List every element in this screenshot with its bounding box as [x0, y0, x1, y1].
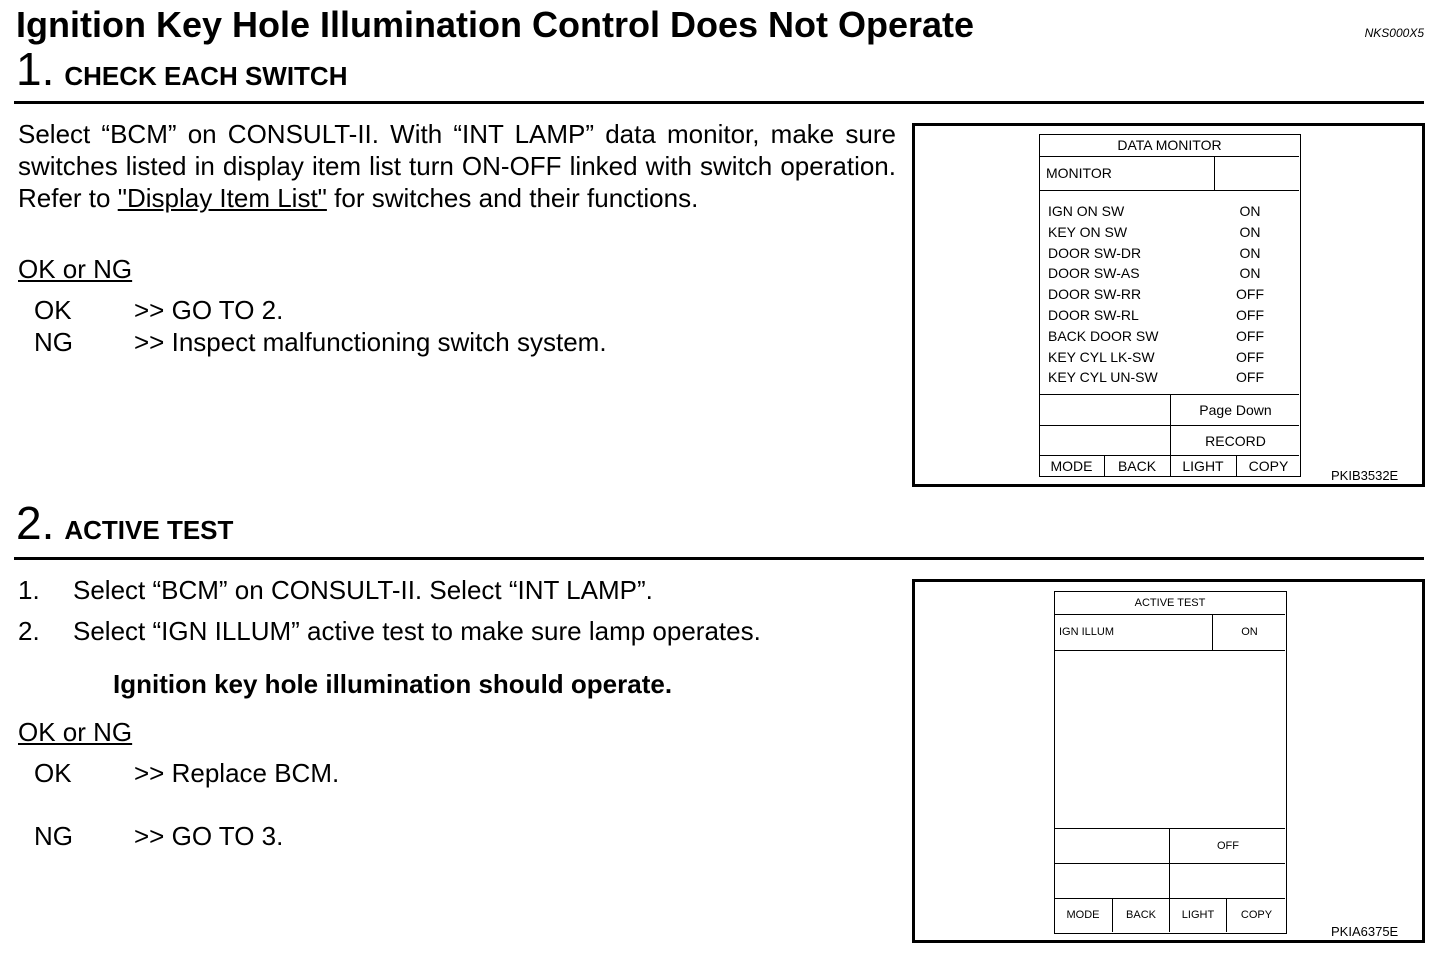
item-name: DOOR SW-AS: [1048, 265, 1140, 282]
page-title: Ignition Key Hole Illumination Control Does Not Operate: [16, 4, 975, 45]
result-key: OK: [34, 295, 72, 325]
step2-list: [18, 574, 761, 647]
monitor-item: [1048, 326, 1298, 347]
item-name: KEY CYL LK-SW: [1048, 348, 1155, 365]
item-name: DOOR SW-RL: [1048, 306, 1139, 323]
monitor-label: MONITOR: [1046, 165, 1112, 181]
data-monitor-header: DATA MONITOR: [1040, 135, 1299, 157]
controls-vdivider: [1169, 864, 1170, 898]
monitor-item: [1048, 222, 1298, 243]
active-test-item-value: ON: [1212, 615, 1286, 650]
item-value: ON: [1239, 223, 1261, 240]
monitor-item: [1048, 305, 1298, 326]
list-item: [18, 615, 761, 647]
step2-title: ACTIVE TEST: [64, 515, 234, 545]
result-key: NG: [34, 821, 73, 851]
monitor-item: [1048, 201, 1298, 222]
monitor-row: [1040, 157, 1299, 191]
mode-button[interactable]: MODE: [1066, 909, 1100, 921]
result-row: [34, 757, 339, 789]
item-name: KEY CYL UN-SW: [1048, 369, 1158, 386]
monitor-item-list: [1048, 201, 1298, 388]
result-action: >> GO TO 2.: [134, 295, 284, 325]
light-button[interactable]: LIGHT: [1169, 899, 1226, 932]
result-action: >> Inspect malfunctioning switch system.: [134, 327, 607, 357]
result-row: [34, 820, 283, 852]
list-text: Select “BCM” on CONSULT-II. Select “INT LAMP”.: [73, 575, 653, 605]
step1-results: [34, 294, 607, 358]
step1-text-b: for switches and their functions.: [326, 183, 699, 213]
item-name: IGN ON SW: [1048, 203, 1125, 219]
item-value: ON: [1239, 203, 1261, 219]
monitor-item: [1048, 243, 1298, 264]
data-monitor-figure: [912, 123, 1425, 487]
result-key: NG: [34, 327, 73, 357]
item-value: ON: [1239, 265, 1261, 282]
list-text: Select “IGN ILLUM” active test to make sure lamp operates.: [73, 616, 761, 646]
step2-heading: [16, 497, 234, 549]
list-num: 1.: [18, 575, 40, 605]
item-name: KEY ON SW: [1048, 223, 1128, 240]
list-item: [18, 574, 761, 606]
step2-emphasis: Ignition key hole illumination should operate.: [113, 669, 673, 699]
monitor-divider: [1214, 157, 1215, 190]
monitor-item: [1048, 263, 1298, 284]
copy-button[interactable]: COPY: [1236, 456, 1300, 476]
step1-title: CHECK EACH SWITCH: [64, 61, 348, 91]
step1-rule: [14, 101, 1424, 104]
document-id: NKS000X5: [1364, 26, 1424, 40]
active-test-figure: [912, 579, 1425, 943]
item-value: OFF: [1236, 327, 1264, 344]
monitor-item: [1048, 347, 1298, 368]
result-row: [34, 326, 607, 358]
light-button[interactable]: LIGHT: [1170, 456, 1235, 476]
off-button[interactable]: OFF: [1169, 829, 1286, 863]
step1-number: 1.: [16, 43, 55, 95]
copy-button[interactable]: COPY: [1226, 899, 1286, 932]
item-name: DOOR SW-RR: [1048, 286, 1142, 303]
result-key: OK: [34, 758, 72, 788]
active-test-item-row: [1055, 615, 1285, 651]
blank-control: [1055, 829, 1169, 863]
mode-button[interactable]: MODE: [1050, 458, 1093, 474]
item-value: OFF: [1236, 306, 1264, 323]
monitor-item: [1048, 284, 1298, 305]
item-value: OFF: [1236, 348, 1264, 365]
figure1-code: PKIB3532E: [1331, 468, 1399, 483]
step1-text-a: Select “BCM” on CONSULT-II. With “INT LAMP” data monitor, make sure switches listed in display item list turn ON-OFF linked with switch operation. Refer to: [18, 119, 896, 213]
step1-heading: [16, 43, 348, 95]
step2-rule: [14, 557, 1424, 560]
controls-divider: [1055, 863, 1285, 864]
item-value: OFF: [1236, 286, 1264, 303]
data-monitor-screen: [1039, 134, 1301, 477]
item-value: OFF: [1236, 369, 1264, 386]
figure2-code: PKIA6375E: [1331, 924, 1399, 939]
active-test-header: ACTIVE TEST: [1055, 592, 1285, 615]
record-button[interactable]: RECORD: [1170, 426, 1300, 456]
back-button[interactable]: BACK: [1104, 456, 1169, 476]
step1-instructions: [18, 118, 896, 214]
step2-okng-label: OK or NG: [18, 717, 133, 747]
active-test-screen: [1054, 591, 1287, 934]
step2-number: 2.: [16, 497, 55, 549]
result-action: >> Replace BCM.: [134, 758, 340, 788]
result-action: >> GO TO 3.: [134, 821, 284, 851]
item-name: BACK DOOR SW: [1048, 327, 1159, 344]
list-num: 2.: [18, 616, 40, 646]
result-row: [34, 294, 607, 326]
page-down-button[interactable]: Page Down: [1170, 395, 1300, 425]
item-name: DOOR SW-DR: [1048, 244, 1142, 261]
active-test-item-name: IGN ILLUM: [1059, 626, 1115, 638]
monitor-item: [1048, 367, 1298, 388]
display-item-list-link[interactable]: "Display Item List": [117, 183, 327, 213]
back-button[interactable]: BACK: [1112, 899, 1169, 932]
step1-okng-label: OK or NG: [18, 254, 133, 284]
item-value: ON: [1239, 244, 1261, 261]
